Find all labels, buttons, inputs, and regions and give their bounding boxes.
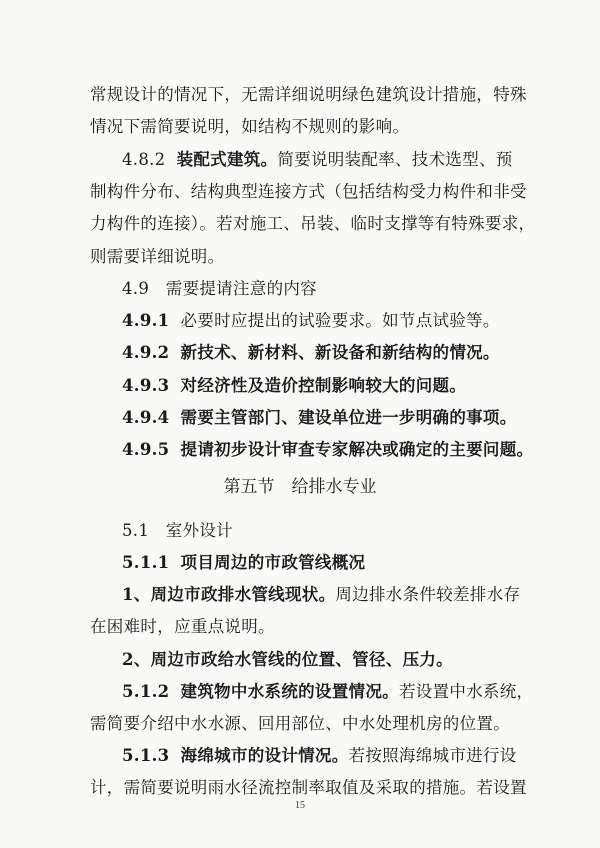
line-text: 简要说明装配率、技术选型、预 (277, 150, 513, 169)
text-line (0, 741, 600, 771)
line-text: 周边排水条件较差排水存 (335, 585, 521, 604)
section-number: 4.9 (122, 279, 150, 298)
text-line (0, 112, 600, 142)
bold-term: 建筑物中水系统的设置情况。 (180, 682, 399, 701)
line-text: 需简要介绍中水水源、回用部位、中水处理机房的位置。 (90, 714, 510, 733)
line-text: 力构件的连接）。若对施工、吊装、临时支撑等有特殊要求， (90, 214, 536, 233)
text-line (0, 516, 600, 546)
section-number: 5.1.3 (122, 746, 170, 765)
section-number: 4.9.1 (122, 311, 170, 330)
text-line (0, 548, 600, 578)
section-number: 5.1.1 (122, 553, 170, 572)
line-text: 计，需简要说明雨水径流控制率取值及采取的措施。若设置 (90, 778, 527, 797)
text-line (0, 612, 600, 642)
section-number: 4.9.2 (122, 343, 170, 362)
bold-term: 对经济性及造价控制影响较大的问题。 (180, 376, 467, 395)
page-number: 15 (295, 800, 305, 811)
bold-term: 1、周边市政排水管线现状。 (122, 585, 336, 604)
section-number: 4.9.5 (122, 440, 170, 459)
line-text: 制构件分布、结构典型连接方式（包括结构受力构件和非受 (90, 182, 527, 201)
line-text: 必要时应提出的试验要求。如节点试验等。 (180, 311, 500, 330)
section-heading: 第五节 给排水专业 (223, 477, 377, 497)
section-number: 4.8.2 (122, 150, 166, 169)
text-line (0, 80, 600, 110)
bold-term: 项目周边的市政管线概况 (180, 553, 366, 572)
line-text: 若按照海绵城市进行设 (348, 746, 517, 765)
section-number: 5.1 (122, 521, 150, 540)
section-number: 4.9.3 (122, 376, 170, 395)
text-line (0, 274, 600, 304)
line-text: 在困难时，应重点说明。 (90, 617, 275, 636)
line-text: 若设置中水系统， (398, 682, 534, 701)
line-text: 需要提请注意的内容 (165, 279, 317, 298)
text-line (0, 709, 600, 739)
section-number: 5.1.2 (122, 682, 170, 701)
bold-term: 装配式建筑。 (176, 150, 278, 169)
text-line (0, 580, 600, 610)
bold-term: 2、周边市政给水管线的位置、管径、压力。 (122, 650, 453, 669)
bold-term: 海绵城市的设计情况。 (180, 746, 349, 765)
text-line (0, 677, 600, 707)
text-line (0, 242, 600, 272)
text-line (0, 371, 600, 401)
line-text: 则需要详细说明。 (90, 247, 225, 266)
text-line (0, 435, 600, 465)
line-text: 常规设计的情况下，无需详细说明绿色建筑设计措施，特殊 (90, 85, 527, 104)
bold-term: 需要主管部门、建设单位进一步明确的事项。 (180, 408, 517, 427)
bold-term: 新技术、新材料、新设备和新结构的情况。 (180, 343, 500, 362)
text-line (0, 209, 600, 239)
text-line (0, 645, 600, 675)
bold-term: 提请初步设计审查专家解决或确定的主要问题。 (180, 440, 534, 459)
text-line (0, 773, 600, 803)
line-text: 室外设计 (165, 521, 233, 540)
text-line (0, 338, 600, 368)
text-line (0, 145, 600, 175)
section-number: 4.9.4 (122, 408, 170, 427)
text-line (0, 177, 600, 207)
text-line (0, 403, 600, 433)
text-line (0, 306, 600, 336)
line-text: 情况下需简要说明，如结构不规则的影响。 (90, 117, 410, 136)
